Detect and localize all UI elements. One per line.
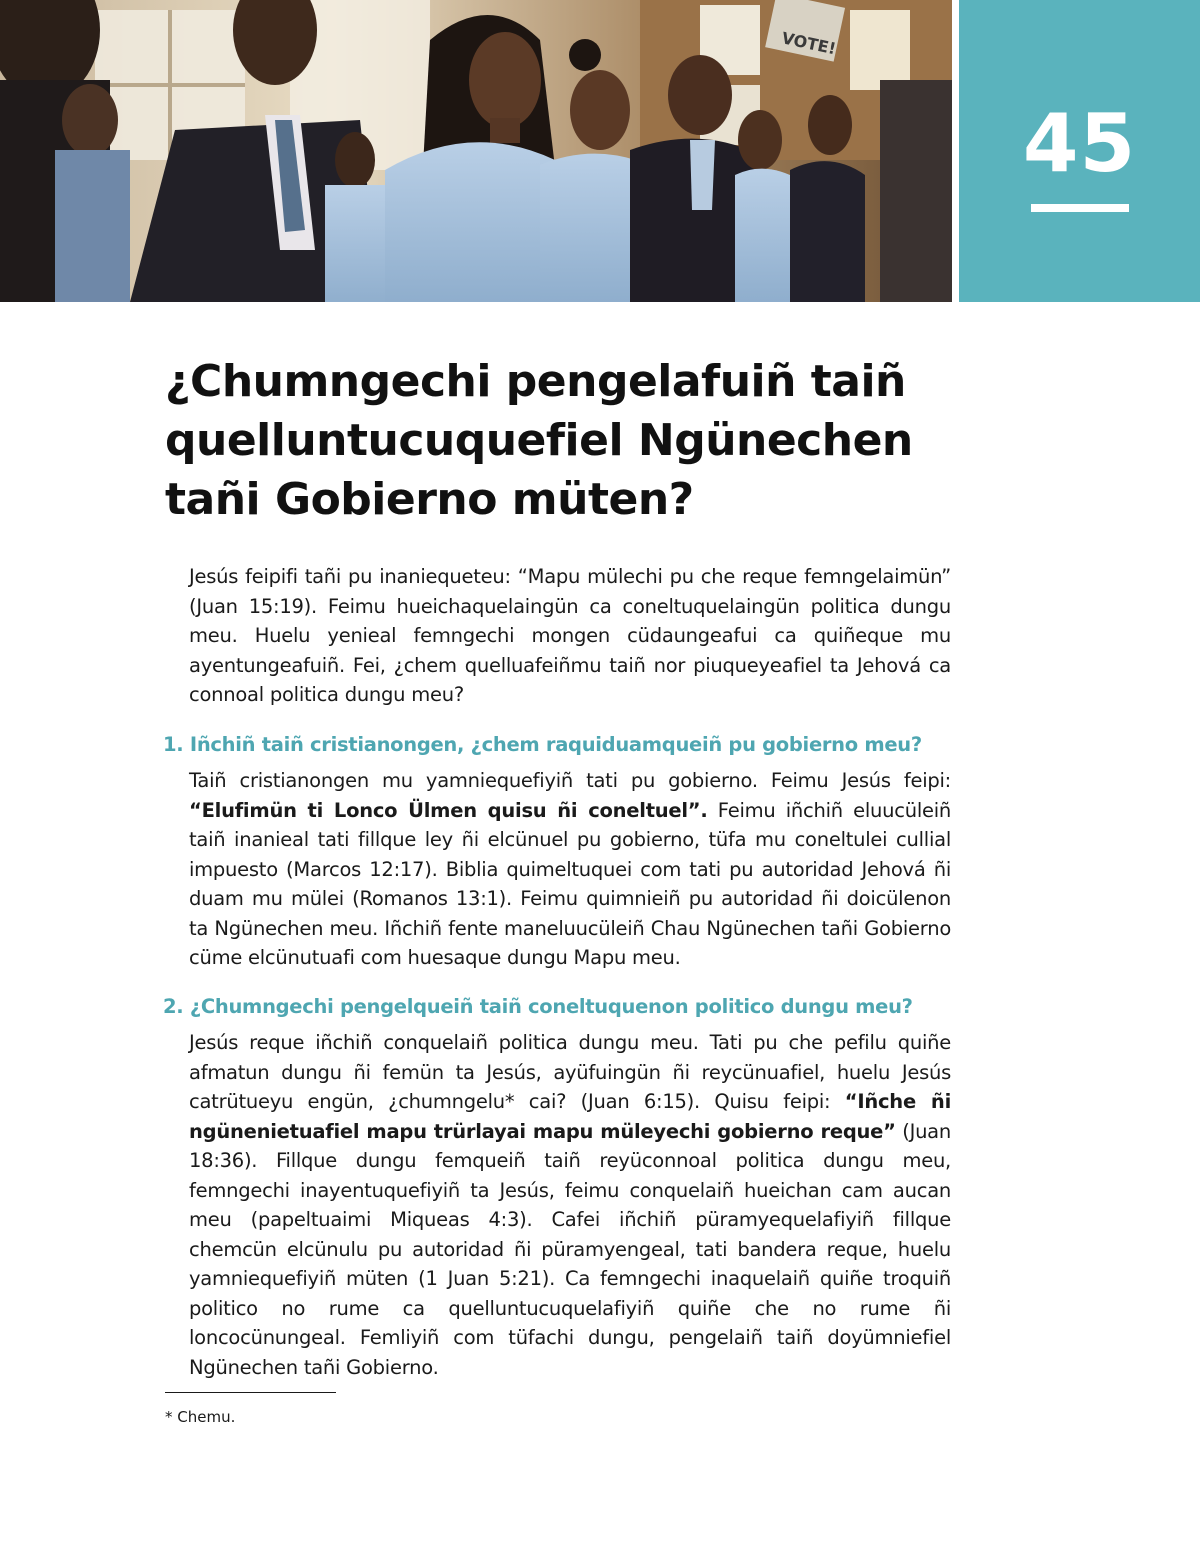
section-1-paragraph — [189, 766, 951, 973]
classroom-photo-illustration — [0, 0, 952, 302]
page-title: ¿Chumngechi pengelafuiñ taiñ quelluntucuquefiel Ngünechen tañi Gobierno müten? — [165, 356, 913, 525]
footnote: * Chemu. — [165, 1408, 236, 1426]
section-1-quote: “Elufimün ti Lonco Ülmen quisu ñi coneltuel”. — [189, 798, 708, 822]
section-2-text-1: Jesús reque iñchiñ conquelaiñ politica dungu meu. Tati pu che pefilu quiñe afmatun dungu ñi femün ta Jesús, ayüfuingün ñi reycünuafiel, huelu Jesús catrütueyu engün, ¿chumngelu* cai? (Juan 6:15). Quisu feipi: — [189, 1031, 951, 1113]
intro-paragraph: Jesús feipifi tañi pu inaniequeteu: “Mapu mülechi pu che reque femngelaimün” (Juan 15:19). Feimu hueichaquelaingün ca coneltuquelaingün politica dungu meu. Huelu yenieal femngechi mongen cüdaungeafui ca quiñeque mu ayentungeafuiñ. Fei, ¿chem quelluafeiñmu taiñ nor piuqueyeafiel ta Jehová ca connoal politica dungu meu? — [189, 565, 951, 706]
footnote-divider — [165, 1392, 336, 1393]
section-2-heading: 2. ¿Chumngechi pengelqueiñ taiñ coneltuquenon politico dungu meu? — [163, 995, 913, 1018]
header-photo — [0, 0, 952, 302]
chapter-underline — [1031, 204, 1129, 212]
section-2-quote: “Iñche ñi ngünenietuafiel mapu trürlayai mapu müleyechi gobierno reque” — [189, 1090, 951, 1143]
section-1-text-1: Taiñ cristianongen mu yamniequefiyiñ tati pu gobierno. Feimu Jesús feipi: — [189, 769, 951, 792]
section-1-text-2: Feimu iñchiñ eluucüleiñ taiñ inanieal tati fillque ley ñi elcünuel pu gobierno, tüfa mu coneltulei cullial impuesto (Marcos 12:17). Biblia quimeltuquei com tati pu autoridad Jehová ñi duam mu mülei (Romanos 13:1). Feimu quimnieiñ pu autoridad ñi doicülenon ta Ngünechen meu. Iñchiñ fente maneluucüleiñ Chau Ngünechen tañi Gobierno cüme elcünutuafi com huesaque dungu Mapu meu. — [189, 798, 952, 969]
chapter-number: 45 — [1022, 97, 1137, 190]
section-2-paragraph — [189, 1028, 951, 1382]
poster-text: VOTE! — [780, 28, 838, 59]
section-1-heading: 1. Iñchiñ taiñ cristianongen, ¿chem raquiduamqueiñ pu gobierno meu? — [163, 733, 922, 756]
section-2-text-2: (Juan 18:36). Fillque dungu femqueiñ taiñ reyüconnoal politica dungu meu, femngechi inayentuquefiyiñ ta Jesús, feimu conquelaiñ hueichan cam aucan meu (papeltuaimi Miqueas 4:3). Cafei iñchiñ püramyequelafiyiñ fillque chemcün elcünulu pu autoridad ñi püramyengeal, tati bandera reque, huelu yamniequefiyiñ müten (1 Juan 5:21). Ca femngechi inaquelaiñ quiñe troquiñ politico no rume ca quelluntucuquelafiyiñ quiñe che no rume ñi loncocünungeal. Femliyiñ com tüfachi dungu, pengelaiñ taiñ doyümniefiel Ngünechen tañi Gobierno. — [189, 1119, 951, 1379]
chapter-number-box — [959, 0, 1200, 302]
